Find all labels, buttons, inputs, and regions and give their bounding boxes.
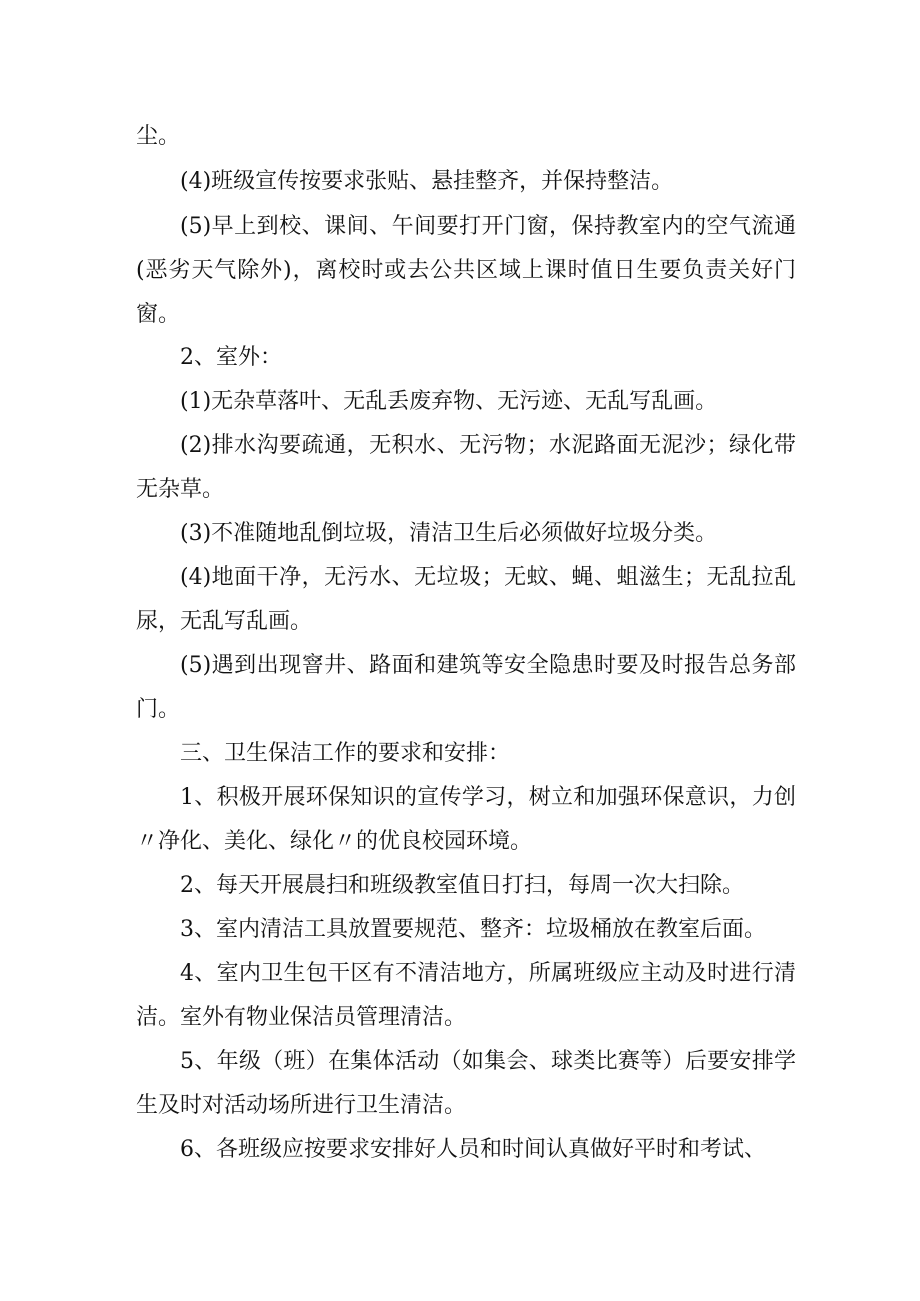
paragraph-outdoor-item-4: (4)地面干净，无污水、无垃圾；无蚊、蝇、蛆滋生；无乱拉乱尿，无乱写乱画。: [136, 565, 796, 634]
paragraph-requirement-5: 5、年级（班）在集体活动（如集会、球类比赛等）后要安排学生及时对活动场所进行卫生清洁。: [136, 1049, 796, 1118]
section-heading-3: 三、卫生保洁工作的要求和安排：: [180, 741, 511, 766]
paragraph-indoor-item-4: (4)班级宣传按要求张贴、悬挂整齐，并保持整洁。: [180, 169, 674, 194]
paragraph-continuation: 尘。: [136, 124, 181, 149]
paragraph-outdoor-item-5: (5)遇到出现窨井、路面和建筑等安全隐患时要及时报告总务部门。: [136, 653, 796, 722]
paragraph-requirement-4: 4、室内卫生包干区有不清洁地方，所属班级应主动及时进行清洁。室外有物业保洁员管理清洁。: [136, 961, 796, 1030]
paragraph-requirement-6: 6、各班级应按要求安排好人员和时间认真做好平时和考试、: [180, 1137, 766, 1162]
paragraph-outdoor-item-3: (3)不准随地乱倒垃圾，清洁卫生后必须做好垃圾分类。: [180, 521, 718, 546]
paragraph-indoor-item-5: (5)早上到校、课间、午间要打开门窗，保持教室内的空气流通(恶劣天气除外)，离校时或去公共区域上课时值日生要负责关好门窗。: [136, 214, 796, 327]
paragraph-outdoor-heading: 2、室外：: [180, 345, 282, 370]
paragraph-outdoor-item-2: (2)排水沟要疏通，无积水、无污物；水泥路面无泥沙；绿化带无杂草。: [136, 433, 796, 502]
paragraph-requirement-1: 1、积极开展环保知识的宣传学习，树立和加强环保意识，力创〃净化、美化、绿化〃的优良校园环境。: [136, 785, 796, 854]
paragraph-requirement-3: 3、室内清洁工具放置要规范、整齐：垃圾桶放在教室后面。: [180, 917, 766, 942]
paragraph-outdoor-item-1: (1)无杂草落叶、无乱丢废弃物、无污迹、无乱写乱画。: [180, 389, 718, 414]
paragraph-requirement-2: 2、每天开展晨扫和班级教室值日打扫，每周一次大扫除。: [180, 873, 744, 898]
